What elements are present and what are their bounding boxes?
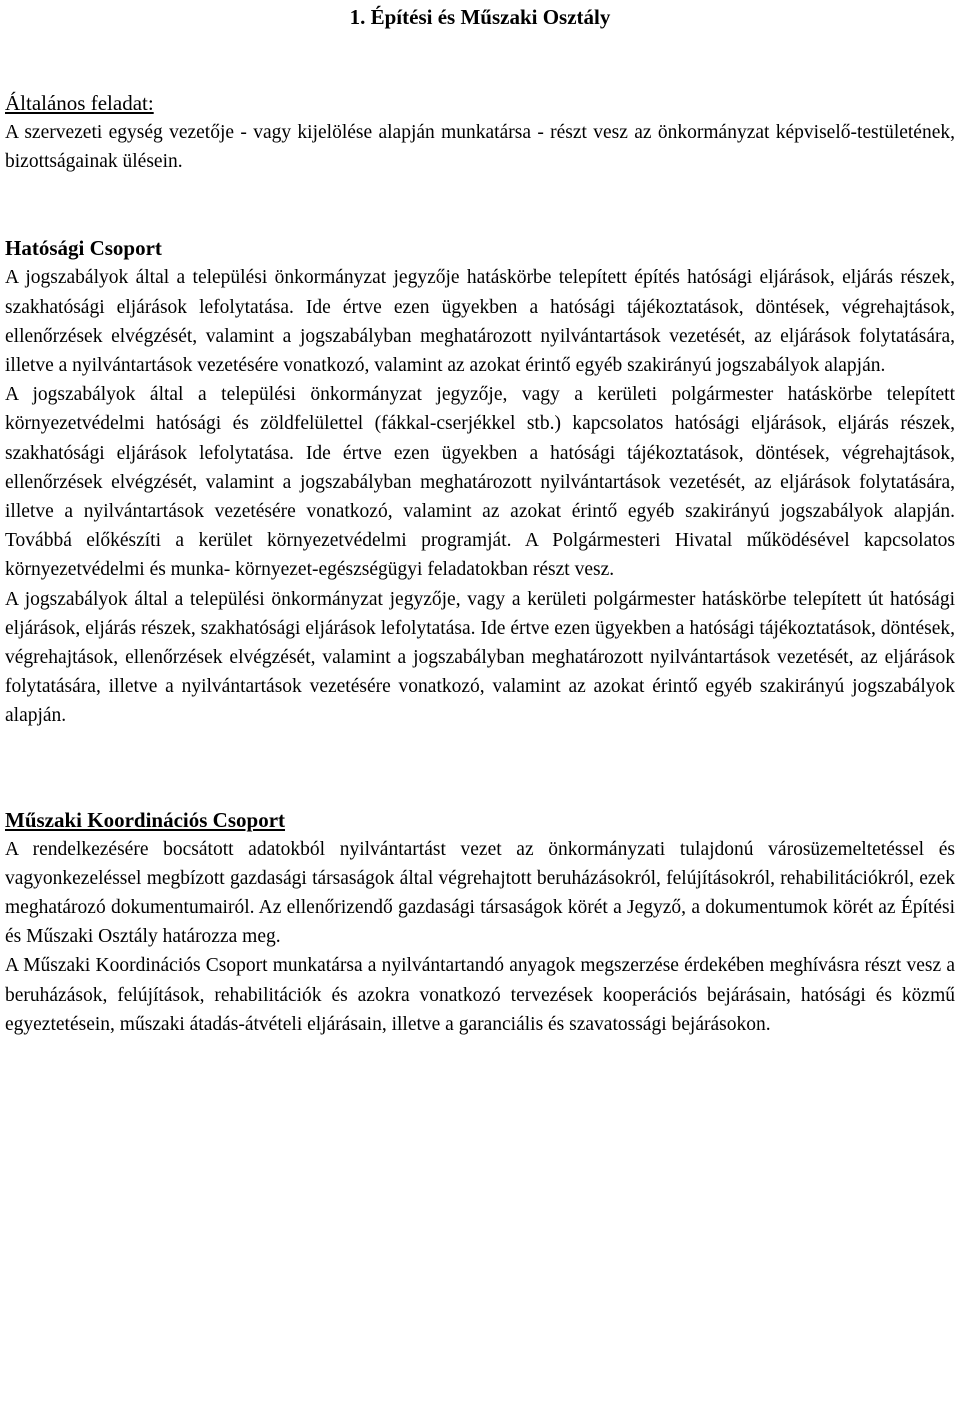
hatosagi-csoport-heading: Hatósági Csoport	[5, 236, 162, 261]
page-title: 1. Építési és Műszaki Osztály	[349, 5, 611, 29]
document-page	[5, 0, 955, 1039]
muszaki-koordinacios-csoport-heading: Műszaki Koordinációs Csoport	[5, 807, 286, 832]
general-task-paragraph: A szervezeti egység vezetője - vagy kijelölése alapján munkatársa - részt vesz az önkormányzat képviselő-testületének, bizottságainak ülésein.	[5, 122, 955, 173]
hatosagi-paragraph-1: A jogszabályok által a települési önkormányzat jegyzője hatáskörbe telepített építés hatósági eljárások, eljárás részek, szakhatósági eljárások lefolytatása. Ide értve ezen ügyekben a hatósági tájékoztatások, döntések, végrehajtások, ellenőrzések elvégzését, valamint a jogszabályban meghatározott nyilvántartások vezetését, az eljárások folytatására, illetve a nyilvántartások vezetésére vonatkozó, valamint az azokat érintő egyéb szakirányú jogszabályok alapján.	[5, 267, 955, 377]
muszaki-paragraph-2: A Műszaki Koordinációs Csoport munkatársa a nyilvántartandó anyagok megszerzése érdekében meghívásra részt vesz a beruházások, felújítások, rehabilitációk és azokra vonatkozó tervezések kooperációs bejárásain, hatósági és közmű egyeztetésein, műszaki átadás-átvételi eljárásain, illetve a garanciális és szavatossági bejárásokon.	[5, 955, 955, 1035]
hatosagi-paragraph-3: A jogszabályok által a települési önkormányzat jegyzője, vagy a kerületi polgármester hatáskörbe telepített út hatósági eljárások, eljárás részek, szakhatósági eljárások lefolytatása. Ide értve ezen ügyekben a hatósági tájékoztatások, döntések, végrehajtások, ellenőrzések elvégzését, valamint a jogszabályban meghatározott nyilvántartások vezetését, az eljárások folytatására, illetve a nyilvántartások vezetésére vonatkozó, valamint az azokat érintő egyéb szakirányú jogszabályok alapján.	[5, 588, 955, 727]
hatosagi-paragraph-2: A jogszabályok által a települési önkormányzat jegyzője, vagy a kerületi polgármester hatáskörbe telepített környezetvédelmi hatósági és zöldfelülettel (fákkal-cserjékkel stb.) kapcsolatos hatósági eljárások, eljárás részek, szakhatósági eljárások lefolytatása. Ide értve ezen ügyekben a hatósági tájékoztatások, döntések, végrehajtások, ellenőrzések elvégzését, valamint a jogszabályban meghatározott nyilvántartások vezetését, az eljárások folytatására, illetve a nyilvántartások vezetésére vonatkozó, valamint az azokat érintő egyéb szakirányú jogszabályok alapján. Továbbá előkészíti a kerület környezetvédelmi programját. A Polgármesteri Hivatal működésével kapcsolatos környezetvédelmi és munka- környezet-egészségügyi feladatokban részt vesz.	[5, 384, 955, 581]
muszaki-paragraph-1: A rendelkezésére bocsátott adatokból nyilvántartást vezet az önkormányzati tulajdonú városüzemeltetéssel és vagyonkezeléssel megbízott gazdasági társaságok által végrehajtott beruházásokról, felújításokról, rehabilitációkról, ezek meghatározó dokumentumairól. Az ellenőrizendő gazdasági társaságok körét a Jegyző, a dokumentumok körét az Építési és Műszaki Osztály határozza meg.	[5, 838, 955, 948]
general-task-heading: Általános feladat:	[5, 91, 154, 115]
